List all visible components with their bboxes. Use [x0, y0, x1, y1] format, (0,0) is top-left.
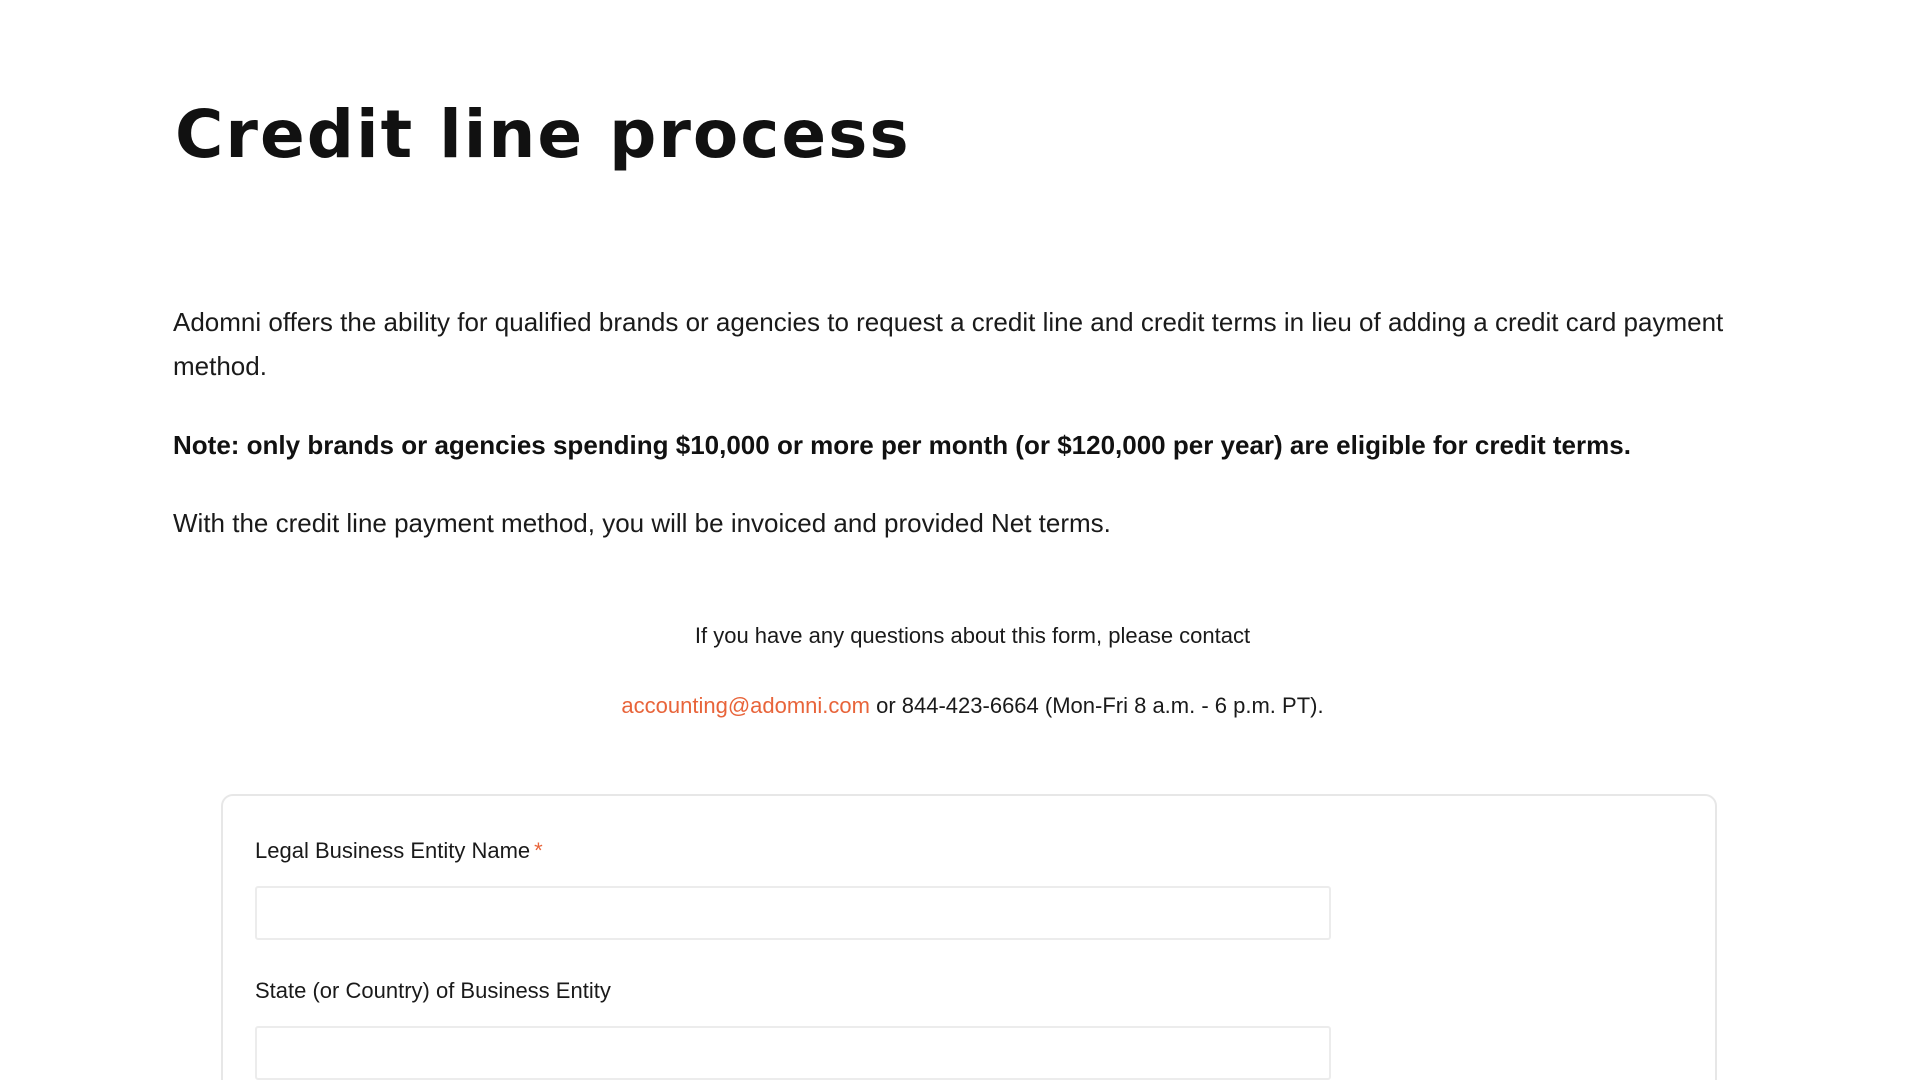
field-label-state-or-country [255, 976, 611, 1006]
required-marker: * [534, 838, 543, 863]
legal-business-entity-name-input[interactable] [255, 886, 1331, 940]
contact-intro-text: If you have any questions about this form, please contact [694, 623, 1251, 648]
contact-details [0, 690, 1920, 722]
field-label-text: State (or Country) of Business Entity [255, 978, 611, 1003]
intro-paragraph: Adomni offers the ability for qualified brands or agencies to request a credit line and credit terms in lieu of adding a credit card payment method. [173, 307, 1724, 381]
state-or-country-input[interactable] [255, 1026, 1331, 1080]
contact-email-link[interactable]: accounting@adomni.com [621, 693, 870, 718]
page-title: Credit line process [175, 96, 911, 173]
contact-phone-hours: or 844-423-6664 (Mon-Fri 8 a.m. - 6 p.m. PT). [869, 693, 1324, 718]
credit-line-form [221, 794, 1717, 1080]
eligibility-note: Note: only brands or agencies spending $10,000 or more per month (or $120,000 per year) are eligible for credit terms. [173, 430, 1631, 460]
field-label-text: Legal Business Entity Name [255, 838, 531, 863]
field-label-legal-business-entity-name [255, 836, 543, 866]
terms-paragraph: With the credit line payment method, you will be invoiced and provided Net terms. [173, 508, 1111, 538]
